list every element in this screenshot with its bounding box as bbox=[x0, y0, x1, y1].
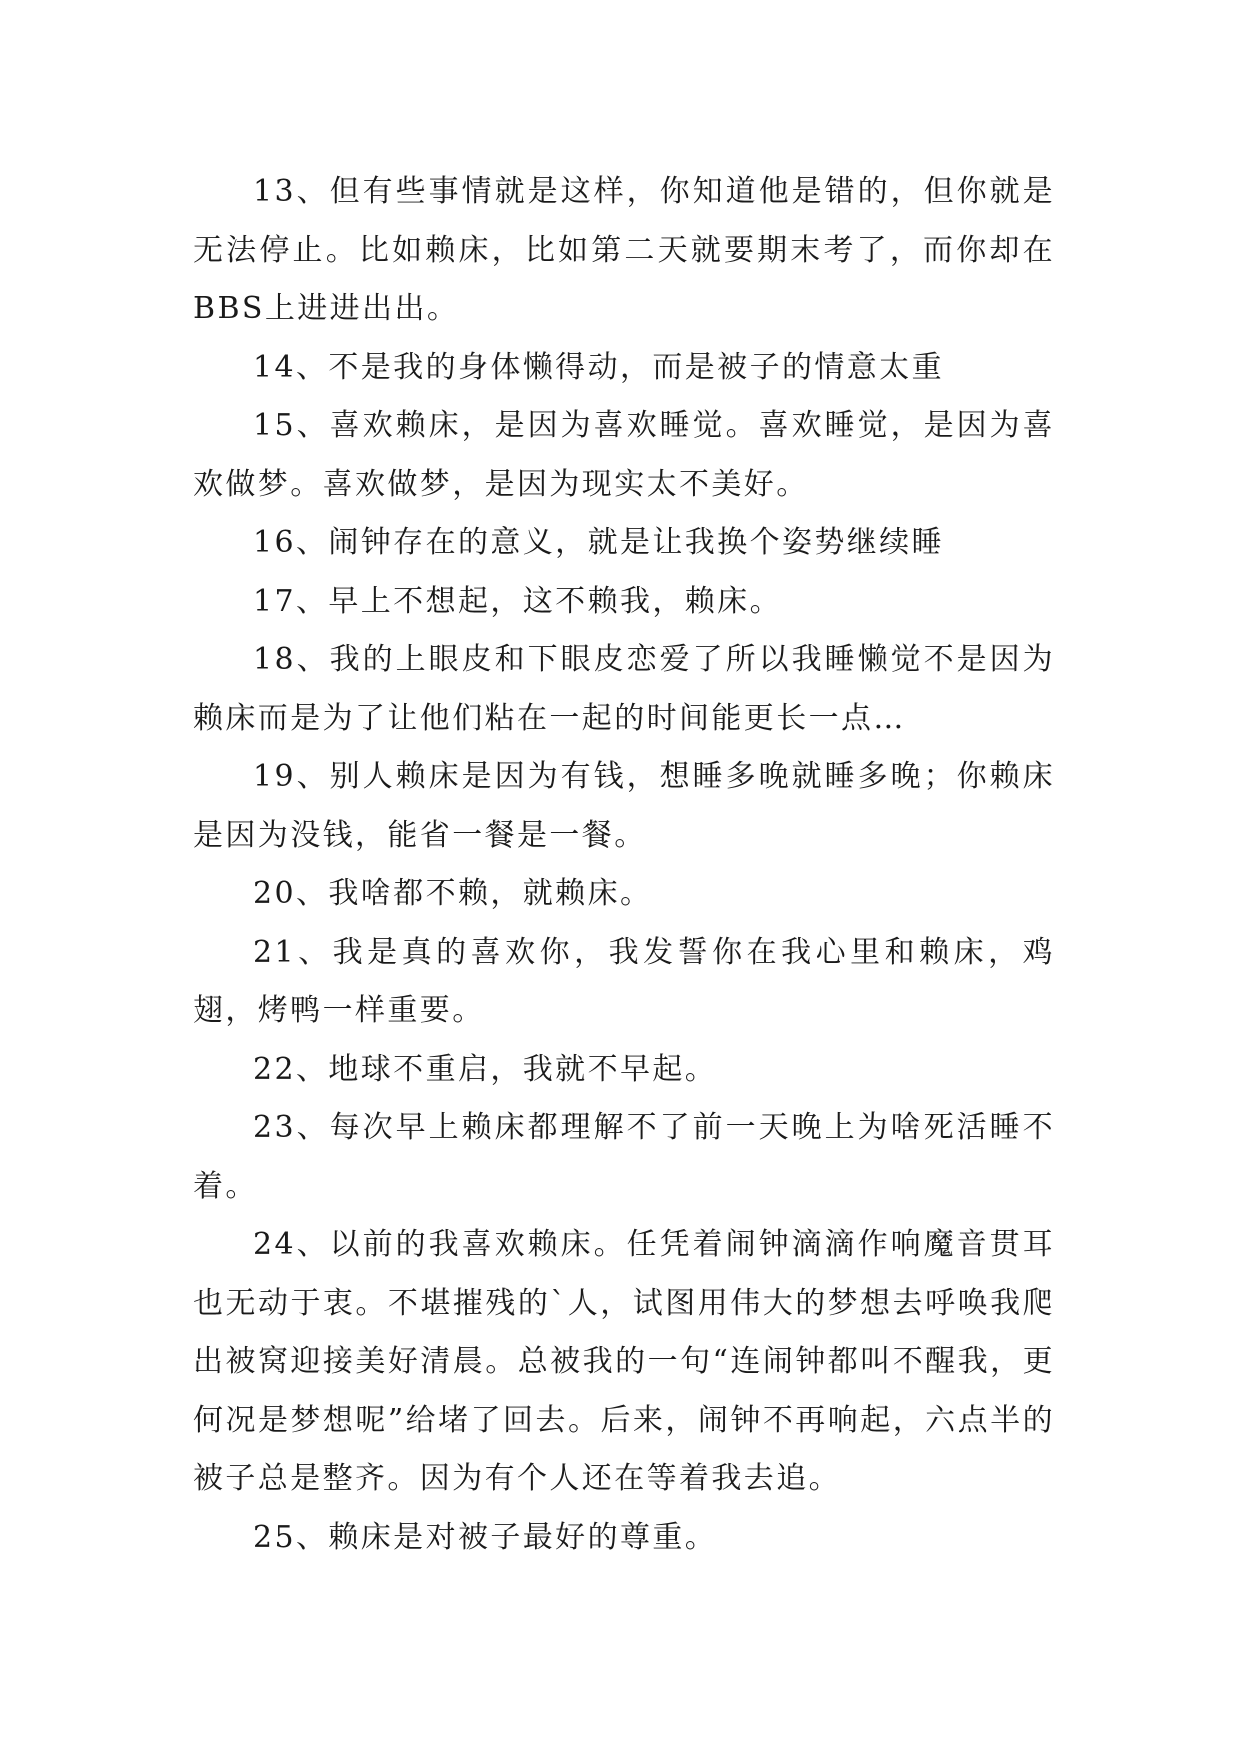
paragraph-24: 24、以前的我喜欢赖床。任凭着闹钟滴滴作响魔音贯耳也无动于衷。不堪摧残的`人，试图用伟大的梦想去呼唤我爬出被窝迎接美好清晨。总被我的一句“连闹钟都叫不醒我，更何况是梦想呢”给堵了回去。后来，闹钟不再响起，六点半的被子总是整齐。因为有个人还在等着我去追。 bbox=[193, 1227, 1055, 1496]
paragraph-22: 22、地球不重启，我就不早起。 bbox=[253, 1051, 718, 1087]
paragraph-14: 14、不是我的身体懒得动，而是被子的情意太重 bbox=[253, 349, 944, 385]
paragraph-15: 15、喜欢赖床，是因为喜欢睡觉。喜欢睡觉，是因为喜欢做梦。喜欢做梦，是因为现实太不美好。 bbox=[193, 408, 1055, 502]
paragraph-25: 25、赖床是对被子最好的尊重。 bbox=[253, 1519, 718, 1555]
paragraph-17: 17、早上不想起，这不赖我，赖床。 bbox=[253, 583, 782, 619]
paragraph-13: 13、但有些事情就是这样，你知道他是错的，但你就是无法停止。比如赖床，比如第二天就要期末考了，而你却在BBS上进进出出。 bbox=[193, 174, 1055, 326]
paragraph-19: 19、别人赖床是因为有钱，想睡多晚就睡多晚；你赖床是因为没钱，能省一餐是一餐。 bbox=[193, 759, 1055, 853]
document-body bbox=[193, 163, 1055, 1567]
paragraph-16: 16、闹钟存在的意义，就是让我换个姿势继续睡 bbox=[253, 525, 944, 560]
paragraph-18: 18、我的上眼皮和下眼皮恋爱了所以我睡懒觉不是因为赖床而是为了让他们粘在一起的时间能更长一点… bbox=[193, 642, 1055, 736]
paragraph-20: 20、我啥都不赖，就赖床。 bbox=[253, 876, 653, 911]
paragraph-23: 23、每次早上赖床都理解不了前一天晚上为啥死活睡不着。 bbox=[193, 1110, 1055, 1204]
paragraph-21: 21、我是真的喜欢你，我发誓你在我心里和赖床，鸡翅，烤鸭一样重要。 bbox=[193, 934, 1055, 1028]
